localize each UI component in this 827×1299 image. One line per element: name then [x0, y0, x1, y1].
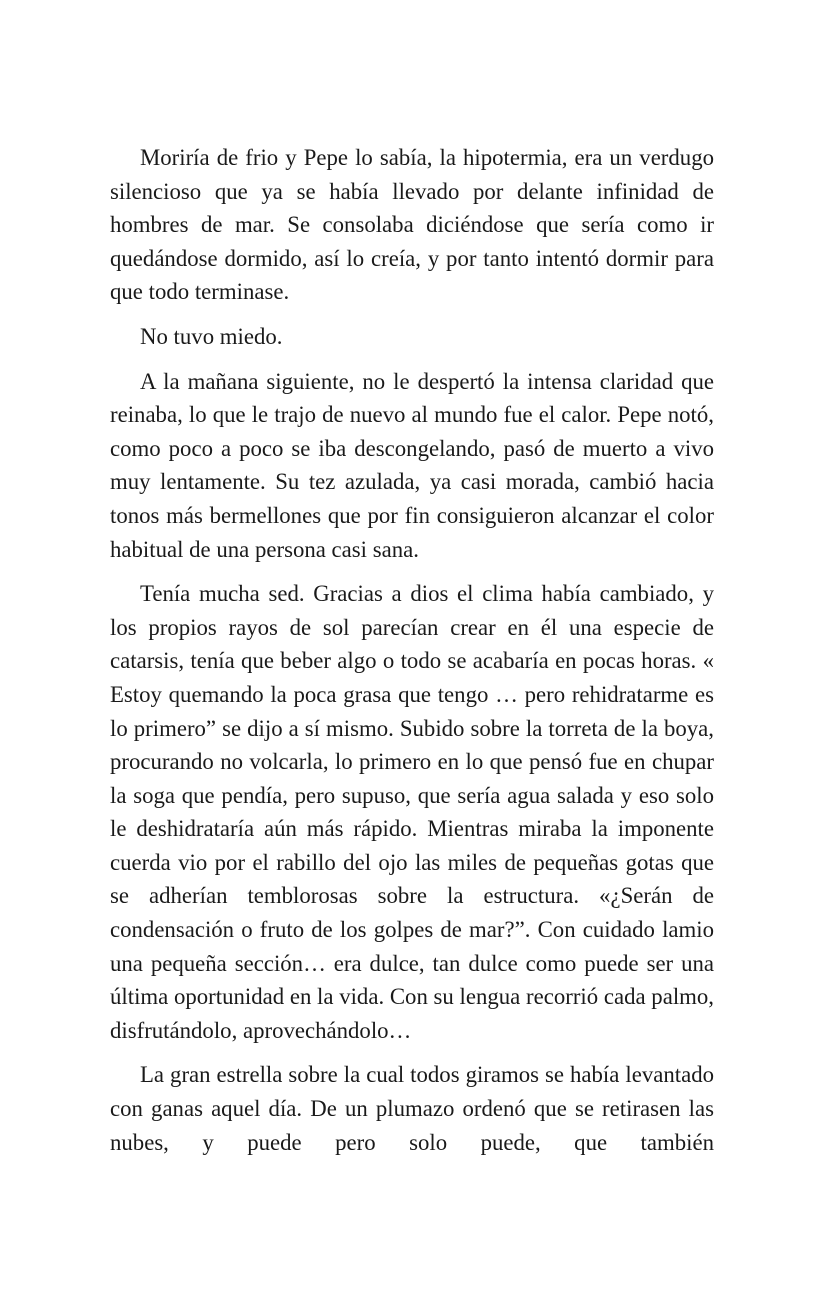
paragraph-3: A la mañana siguiente, no le despertó la intensa claridad que reinaba, lo que le trajo de nuevo al mundo fue el calor. Pepe notó, como poco a poco se iba descongelando, pasó de muerto a vivo muy lentamente. Su tez azulada, ya casi morada, cambió hacia tonos más bermellones que por fin consiguieron alcanzar el color habitual de una persona casi sana. — [110, 368, 714, 562]
book-page — [110, 141, 714, 1170]
paragraph-1: Moriría de frio y Pepe lo sabía, la hipotermia, era un verdugo silencioso que ya se había llevado por delante infinidad de hombres de mar. Se consolaba diciéndose que sería como ir quedándose dormido, así lo creía, y por tanto intentó dormir para que todo terminase. — [110, 145, 714, 305]
paragraph-4: Tenía mucha sed. Gracias a dios el clima había cambiado, y los propios rayos de sol parecían crear en él una especie de catarsis, tenía que beber algo o todo se acabaría en pocas horas. « Estoy quemando la poca grasa que tengo … pero rehidratarme es lo primero” se dijo a sí mismo. Subido sobre la torreta de la boya, procurando no volcarla, lo primero en lo que pensó fue en chupar la soga que pendía, pero supuso, que sería agua salada y eso solo le deshidrataría aún más rápido. Mientras miraba la imponente cuerda vio por el rabillo del ojo las miles de pequeñas gotas que se adherían temblorosas sobre la estructura. «¿Serán de condensación o fruto de los golpes de mar?”. Con cuidado lamio una pequeña sección… era dulce, tan dulce como puede ser una última oportunidad en la vida. Con su lengua recorrió cada palmo, disfrutándolo, aprovechándolo… — [110, 581, 714, 1043]
paragraph-5: La gran estrella sobre la cual todos giramos se había levantado con ganas aquel día. De un plumazo ordenó que se retirasen las nubes, y puede pero solo puede, que también — [110, 1062, 714, 1155]
paragraph-2: No tuvo miedo. — [140, 323, 283, 349]
